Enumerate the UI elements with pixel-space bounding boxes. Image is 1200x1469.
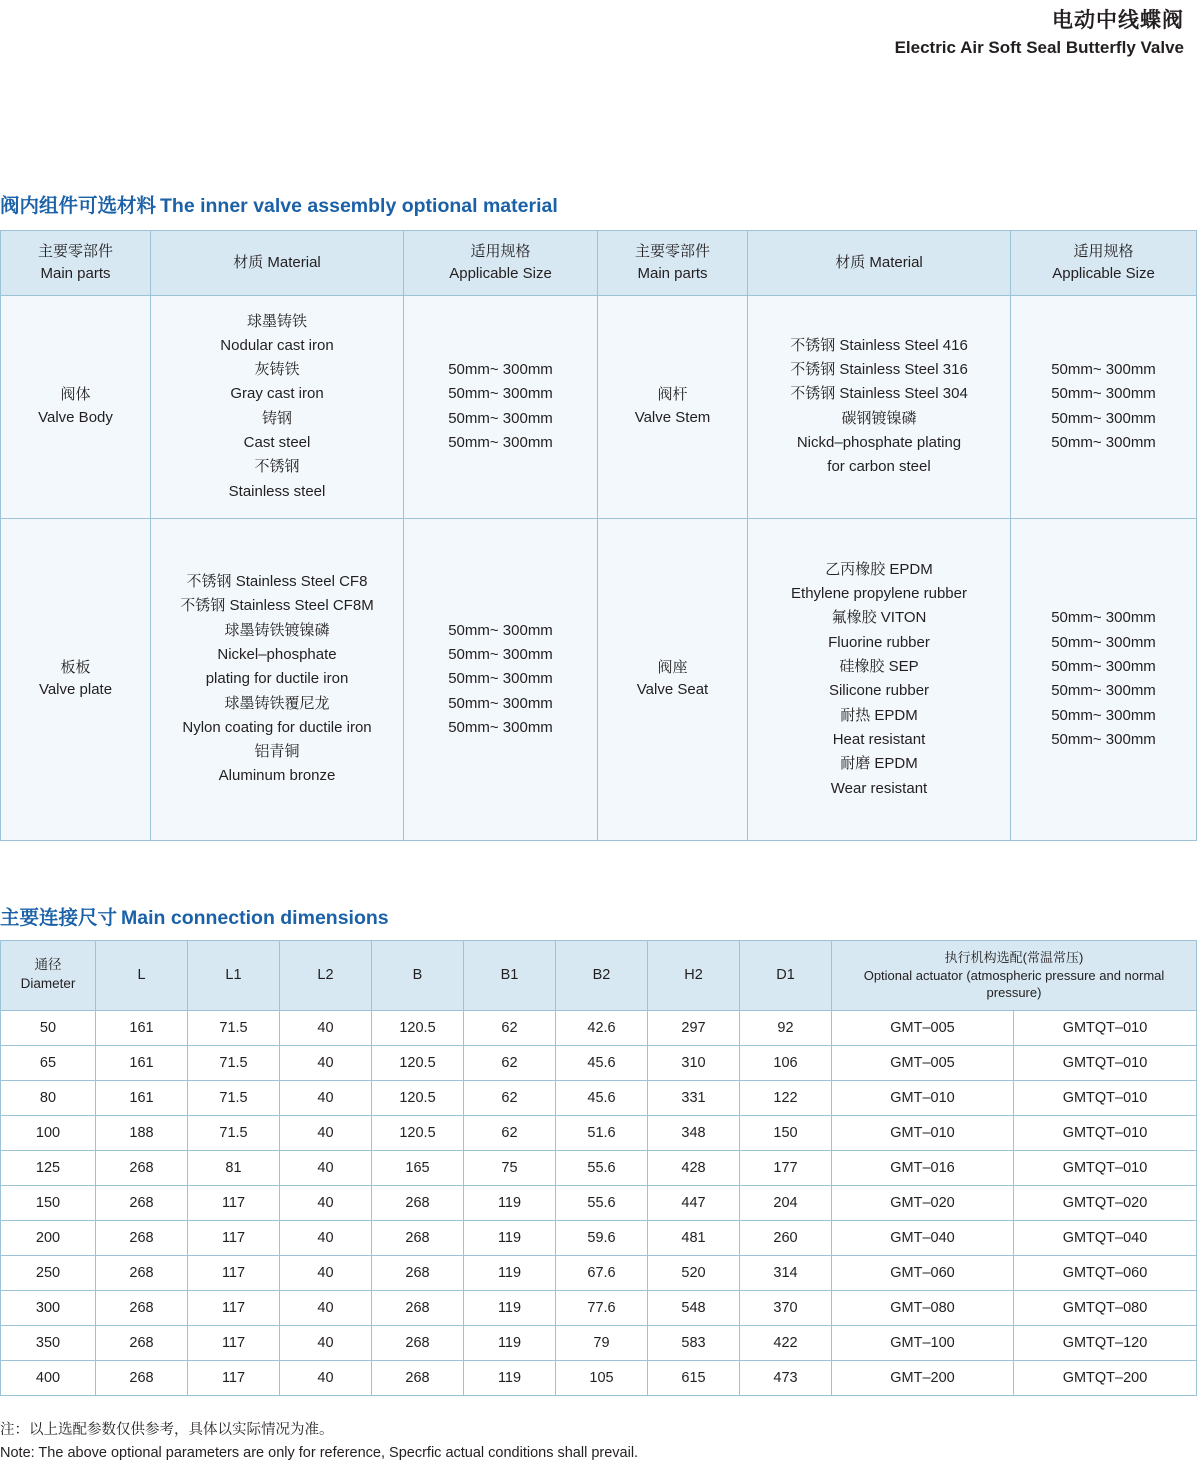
cell-diameter: 300: [1, 1290, 96, 1325]
cell-D1: 260: [740, 1220, 832, 1255]
col-main-parts-2: 主要零部件 Main parts: [598, 231, 748, 296]
table-header-row: [1, 231, 1197, 296]
col-B: B: [372, 941, 464, 1011]
cell-L2: 40: [280, 1220, 372, 1255]
cell-H2: 428: [648, 1150, 740, 1185]
cell-L2: 40: [280, 1290, 372, 1325]
cell-B: 268: [372, 1325, 464, 1360]
cell-actuator-2: GMTQT–010: [1014, 1045, 1197, 1080]
cell-material-valve-seat: 乙丙橡胶 EPDM Ethylene propylene rubber 氟橡胶 VITON Fluorine rubber 硅橡胶 SEP Silicone rubber 耐热 EPDM Heat resistant 耐磨 EPDM Wear resistant: [748, 518, 1011, 840]
cell-H2: 310: [648, 1045, 740, 1080]
cell-actuator-1: GMT–200: [832, 1360, 1014, 1395]
cell-actuator-2: GMTQT–010: [1014, 1010, 1197, 1045]
cell-D1: 177: [740, 1150, 832, 1185]
cell-H2: 481: [648, 1220, 740, 1255]
cell-L2: 40: [280, 1150, 372, 1185]
cell-size-valve-stem: 50mm~ 300mm 50mm~ 300mm 50mm~ 300mm 50mm~ 300mm: [1011, 295, 1197, 518]
cell-B2: 105: [556, 1360, 648, 1395]
table-row: [1, 1255, 1197, 1290]
cell-B: 268: [372, 1220, 464, 1255]
cell-L2: 40: [280, 1360, 372, 1395]
cell-actuator-1: GMT–100: [832, 1325, 1014, 1360]
cell-L2: 40: [280, 1255, 372, 1290]
cell-B1: 119: [464, 1220, 556, 1255]
col-D1: D1: [740, 941, 832, 1011]
cell-L2: 40: [280, 1045, 372, 1080]
table-row: [1, 1360, 1197, 1395]
cell-diameter: 50: [1, 1010, 96, 1045]
cell-L2: 40: [280, 1185, 372, 1220]
cell-actuator-1: GMT–080: [832, 1290, 1014, 1325]
table-row: [1, 1325, 1197, 1360]
cell-D1: 422: [740, 1325, 832, 1360]
col-B1: B1: [464, 941, 556, 1011]
cell-actuator-1: GMT–016: [832, 1150, 1014, 1185]
header-title-cn: 电动中线蝶阀: [1052, 9, 1184, 32]
cell-B2: 79: [556, 1325, 648, 1360]
cell-L1: 117: [188, 1325, 280, 1360]
cell-B1: 119: [464, 1185, 556, 1220]
cell-B2: 67.6: [556, 1255, 648, 1290]
cell-L1: 117: [188, 1290, 280, 1325]
section2-title-en: Main connection dimensions: [121, 907, 389, 929]
cell-B: 165: [372, 1150, 464, 1185]
cell-B1: 75: [464, 1150, 556, 1185]
page-header: [0, 0, 1200, 60]
cell-D1: 204: [740, 1185, 832, 1220]
cell-actuator-2: GMTQT–020: [1014, 1185, 1197, 1220]
table-row: [1, 1045, 1197, 1080]
col-optional-actuator: 执行机构选配(常温常压) Optional actuator (atmospheric pressure and normal pressure): [832, 941, 1197, 1011]
cell-L1: 117: [188, 1360, 280, 1395]
cell-B: 268: [372, 1290, 464, 1325]
cell-L1: 81: [188, 1150, 280, 1185]
cell-B1: 62: [464, 1115, 556, 1150]
cell-L1: 117: [188, 1220, 280, 1255]
cell-L: 161: [96, 1010, 188, 1045]
cell-L1: 71.5: [188, 1115, 280, 1150]
cell-L: 268: [96, 1360, 188, 1395]
table-header-row: [1, 941, 1197, 1011]
cell-actuator-2: GMTQT–010: [1014, 1080, 1197, 1115]
cell-D1: 150: [740, 1115, 832, 1150]
table-row: [1, 518, 1197, 840]
section-title-inner-valve: [0, 190, 558, 218]
cell-B2: 45.6: [556, 1045, 648, 1080]
section1-title-cn: 阀内组件可选材料: [0, 195, 157, 217]
header-title-en: Electric Air Soft Seal Butterfly Valve: [894, 38, 1184, 58]
cell-B1: 119: [464, 1255, 556, 1290]
cell-L: 268: [96, 1150, 188, 1185]
col-applicable-size-2: 适用规格 Applicable Size: [1011, 231, 1197, 296]
table-row: [1, 295, 1197, 518]
table-row: [1, 1290, 1197, 1325]
section1-title-en: The inner valve assembly optional material: [160, 195, 558, 217]
table-row: [1, 1080, 1197, 1115]
cell-actuator-2: GMTQT–010: [1014, 1150, 1197, 1185]
table-row: [1, 1115, 1197, 1150]
cell-H2: 583: [648, 1325, 740, 1360]
cell-H2: 548: [648, 1290, 740, 1325]
col-material-1: 材质 Material: [151, 231, 404, 296]
col-material-2: 材质 Material: [748, 231, 1011, 296]
cell-D1: 314: [740, 1255, 832, 1290]
cell-L1: 117: [188, 1255, 280, 1290]
footnote-en: Note: The above optional parameters are only for reference, Specrfic actual conditions shall prevail.: [0, 1445, 639, 1462]
cell-diameter: 200: [1, 1220, 96, 1255]
cell-B: 268: [372, 1185, 464, 1220]
cell-L: 268: [96, 1325, 188, 1360]
col-L: L: [96, 941, 188, 1011]
cell-part-valve-body: 阀体 Valve Body: [1, 295, 151, 518]
cell-B1: 119: [464, 1325, 556, 1360]
cell-B2: 51.6: [556, 1115, 648, 1150]
cell-actuator-1: GMT–010: [832, 1115, 1014, 1150]
cell-D1: 122: [740, 1080, 832, 1115]
cell-part-valve-plate: 板板 Valve plate: [1, 518, 151, 840]
cell-L: 268: [96, 1255, 188, 1290]
cell-actuator-2: GMTQT–040: [1014, 1220, 1197, 1255]
cell-L: 161: [96, 1045, 188, 1080]
cell-B: 120.5: [372, 1010, 464, 1045]
cell-actuator-2: GMTQT–080: [1014, 1290, 1197, 1325]
cell-B1: 119: [464, 1360, 556, 1395]
cell-part-valve-seat: 阀座 Valve Seat: [598, 518, 748, 840]
cell-B1: 62: [464, 1080, 556, 1115]
col-diameter: 通径 Diameter: [1, 941, 96, 1011]
cell-B1: 119: [464, 1290, 556, 1325]
col-H2: H2: [648, 941, 740, 1011]
cell-diameter: 400: [1, 1360, 96, 1395]
cell-L2: 40: [280, 1115, 372, 1150]
table-row: [1, 1220, 1197, 1255]
cell-L1: 117: [188, 1185, 280, 1220]
cell-L1: 71.5: [188, 1080, 280, 1115]
cell-actuator-2: GMTQT–200: [1014, 1360, 1197, 1395]
cell-L1: 71.5: [188, 1010, 280, 1045]
cell-material-valve-plate: 不锈钢 Stainless Steel CF8 不锈钢 Stainless Steel CF8M 球墨铸铁镀镍磷 Nickel–phosphate plating for ductile iron 球墨铸铁覆尼龙 Nylon coating for ductile iron 铝青铜 Aluminum bronze: [151, 518, 404, 840]
cell-B2: 42.6: [556, 1010, 648, 1045]
cell-B1: 62: [464, 1010, 556, 1045]
cell-H2: 297: [648, 1010, 740, 1045]
section-title-main-dimensions: [0, 902, 389, 930]
cell-diameter: 125: [1, 1150, 96, 1185]
table-row: [1, 1010, 1197, 1045]
footnote-cn: 注：以上选配参数仅供参考，具体以实际情况为准。: [0, 1422, 334, 1438]
col-applicable-size-1: 适用规格 Applicable Size: [404, 231, 598, 296]
cell-B2: 55.6: [556, 1150, 648, 1185]
table-row: [1, 1150, 1197, 1185]
cell-B1: 62: [464, 1045, 556, 1080]
cell-diameter: 65: [1, 1045, 96, 1080]
cell-actuator-2: GMTQT–060: [1014, 1255, 1197, 1290]
section2-title-cn: 主要连接尺寸: [0, 907, 118, 929]
col-L1: L1: [188, 941, 280, 1011]
footnote: [0, 1419, 638, 1465]
cell-L: 268: [96, 1185, 188, 1220]
cell-H2: 348: [648, 1115, 740, 1150]
cell-actuator-1: GMT–040: [832, 1220, 1014, 1255]
cell-L: 161: [96, 1080, 188, 1115]
cell-B: 120.5: [372, 1045, 464, 1080]
cell-actuator-1: GMT–020: [832, 1185, 1014, 1220]
cell-size-valve-seat: 50mm~ 300mm 50mm~ 300mm 50mm~ 300mm 50mm~ 300mm 50mm~ 300mm 50mm~ 300mm: [1011, 518, 1197, 840]
cell-L1: 71.5: [188, 1045, 280, 1080]
cell-diameter: 100: [1, 1115, 96, 1150]
cell-B: 120.5: [372, 1080, 464, 1115]
cell-B2: 59.6: [556, 1220, 648, 1255]
cell-H2: 615: [648, 1360, 740, 1395]
cell-B2: 55.6: [556, 1185, 648, 1220]
cell-B: 120.5: [372, 1115, 464, 1150]
cell-actuator-1: GMT–005: [832, 1045, 1014, 1080]
cell-B2: 77.6: [556, 1290, 648, 1325]
cell-size-valve-plate: 50mm~ 300mm 50mm~ 300mm 50mm~ 300mm 50mm~ 300mm 50mm~ 300mm: [404, 518, 598, 840]
cell-L2: 40: [280, 1325, 372, 1360]
cell-H2: 447: [648, 1185, 740, 1220]
cell-B: 268: [372, 1360, 464, 1395]
cell-L: 268: [96, 1220, 188, 1255]
cell-B: 268: [372, 1255, 464, 1290]
table-row: [1, 1185, 1197, 1220]
col-B2: B2: [556, 941, 648, 1011]
cell-actuator-1: GMT–010: [832, 1080, 1014, 1115]
cell-L: 188: [96, 1115, 188, 1150]
cell-B2: 45.6: [556, 1080, 648, 1115]
cell-D1: 106: [740, 1045, 832, 1080]
cell-D1: 473: [740, 1360, 832, 1395]
cell-actuator-1: GMT–060: [832, 1255, 1014, 1290]
cell-part-valve-stem: 阀杆 Valve Stem: [598, 295, 748, 518]
cell-material-valve-body: 球墨铸铁 Nodular cast iron 灰铸铁 Gray cast iron 铸钢 Cast steel 不锈钢 Stainless steel: [151, 295, 404, 518]
cell-actuator-2: GMTQT–120: [1014, 1325, 1197, 1360]
cell-L: 268: [96, 1290, 188, 1325]
cell-D1: 370: [740, 1290, 832, 1325]
cell-L2: 40: [280, 1010, 372, 1045]
cell-diameter: 350: [1, 1325, 96, 1360]
cell-actuator-2: GMTQT–010: [1014, 1115, 1197, 1150]
cell-L2: 40: [280, 1080, 372, 1115]
cell-H2: 520: [648, 1255, 740, 1290]
col-L2: L2: [280, 941, 372, 1011]
inner-valve-material-table: [0, 230, 1197, 841]
cell-size-valve-body: 50mm~ 300mm 50mm~ 300mm 50mm~ 300mm 50mm~ 300mm: [404, 295, 598, 518]
cell-diameter: 150: [1, 1185, 96, 1220]
cell-material-valve-stem: 不锈钢 Stainless Steel 416 不锈钢 Stainless Steel 316 不锈钢 Stainless Steel 304 碳钢镀镍磷 Nickd–phosphate plating for carbon steel: [748, 295, 1011, 518]
cell-D1: 92: [740, 1010, 832, 1045]
col-main-parts-1: 主要零部件 Main parts: [1, 231, 151, 296]
cell-diameter: 80: [1, 1080, 96, 1115]
cell-diameter: 250: [1, 1255, 96, 1290]
cell-actuator-1: GMT–005: [832, 1010, 1014, 1045]
main-connection-dimensions-table: [0, 940, 1197, 1396]
cell-H2: 331: [648, 1080, 740, 1115]
